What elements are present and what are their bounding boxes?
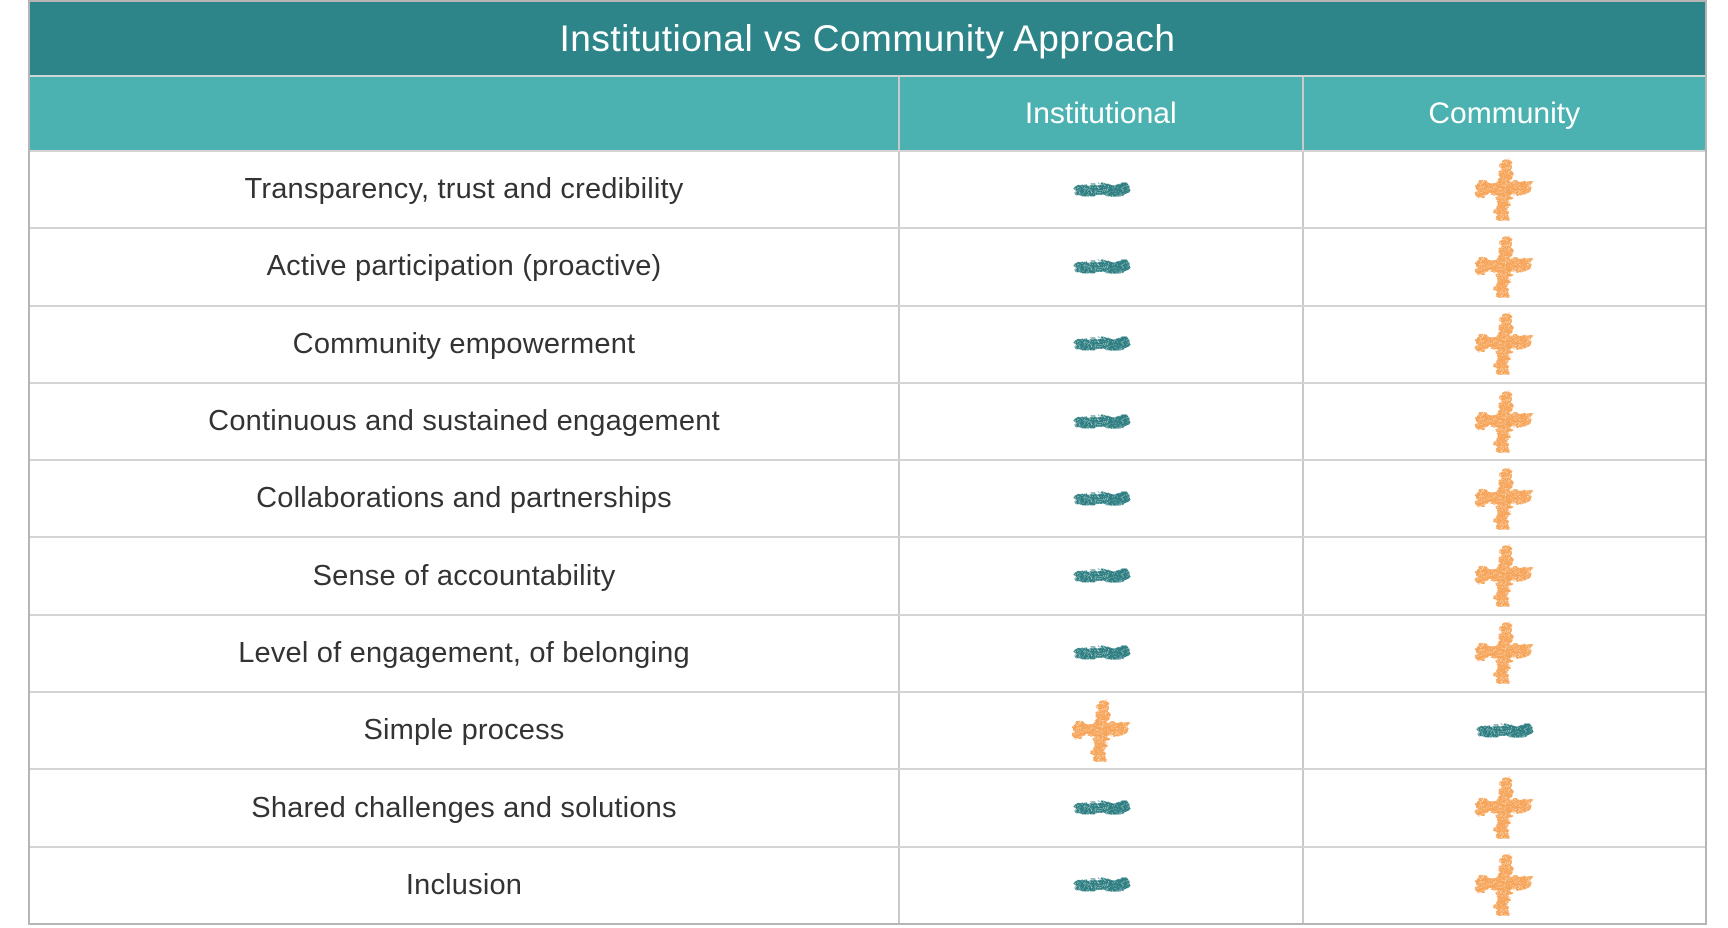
table-row (30, 459, 1705, 536)
table-row (30, 614, 1705, 691)
institutional-cell (898, 384, 1302, 459)
institutional-cell (898, 693, 1302, 768)
table-body (30, 150, 1705, 923)
community-cell (1302, 616, 1706, 691)
plus-icon (1070, 698, 1132, 764)
table-row (30, 768, 1705, 845)
plus-icon (1473, 620, 1535, 686)
community-cell (1302, 461, 1706, 536)
institutional-cell (898, 152, 1302, 227)
table-header-row (30, 77, 1705, 150)
minus-icon (1071, 565, 1131, 587)
minus-icon (1071, 642, 1131, 664)
institutional-cell (898, 848, 1302, 923)
plus-icon (1473, 234, 1535, 300)
minus-icon (1071, 179, 1131, 201)
community-cell (1302, 229, 1706, 304)
institutional-cell (898, 616, 1302, 691)
table-row (30, 691, 1705, 768)
minus-icon (1071, 797, 1131, 819)
community-cell (1302, 384, 1706, 459)
plus-icon (1473, 775, 1535, 841)
institutional-cell (898, 461, 1302, 536)
minus-icon (1071, 411, 1131, 433)
table-row (30, 846, 1705, 923)
row-label: Simple process (363, 714, 565, 747)
header-institutional: Institutional (898, 77, 1302, 150)
row-label: Continuous and sustained engagement (208, 405, 720, 438)
table-row (30, 536, 1705, 613)
table-row (30, 382, 1705, 459)
row-label: Inclusion (405, 868, 523, 901)
table-row (30, 150, 1705, 227)
comparison-table (28, 0, 1707, 925)
row-label: Collaborations and partnerships (256, 482, 672, 515)
institutional-cell (898, 307, 1302, 382)
row-label: Transparency, trust and credibility (244, 173, 684, 206)
table-row (30, 305, 1705, 382)
plus-icon (1473, 852, 1535, 918)
community-cell (1302, 307, 1706, 382)
row-label: Shared challenges and solutions (251, 791, 677, 824)
row-label: Community empowerment (292, 327, 636, 360)
minus-icon (1071, 333, 1131, 355)
community-cell (1302, 152, 1706, 227)
institutional-cell (898, 770, 1302, 845)
institutional-cell (898, 229, 1302, 304)
plus-icon (1473, 466, 1535, 532)
header-criteria-cell (30, 77, 898, 150)
institutional-cell (898, 538, 1302, 613)
minus-icon (1474, 720, 1534, 742)
table-title: Institutional vs Community Approach (559, 17, 1176, 59)
table-title-bar (30, 2, 1705, 77)
plus-icon (1473, 543, 1535, 609)
minus-icon (1071, 874, 1131, 896)
community-cell (1302, 848, 1706, 923)
plus-icon (1473, 389, 1535, 455)
table-row (30, 227, 1705, 304)
row-label: Level of engagement, of belonging (238, 636, 690, 669)
row-label: Sense of accountability (312, 559, 616, 592)
plus-icon (1473, 157, 1535, 223)
minus-icon (1071, 488, 1131, 510)
plus-icon (1473, 311, 1535, 377)
community-cell (1302, 693, 1706, 768)
row-label: Active participation (proactive) (266, 250, 662, 283)
header-community: Community (1302, 77, 1706, 150)
minus-icon (1071, 256, 1131, 278)
community-cell (1302, 538, 1706, 613)
community-cell (1302, 770, 1706, 845)
